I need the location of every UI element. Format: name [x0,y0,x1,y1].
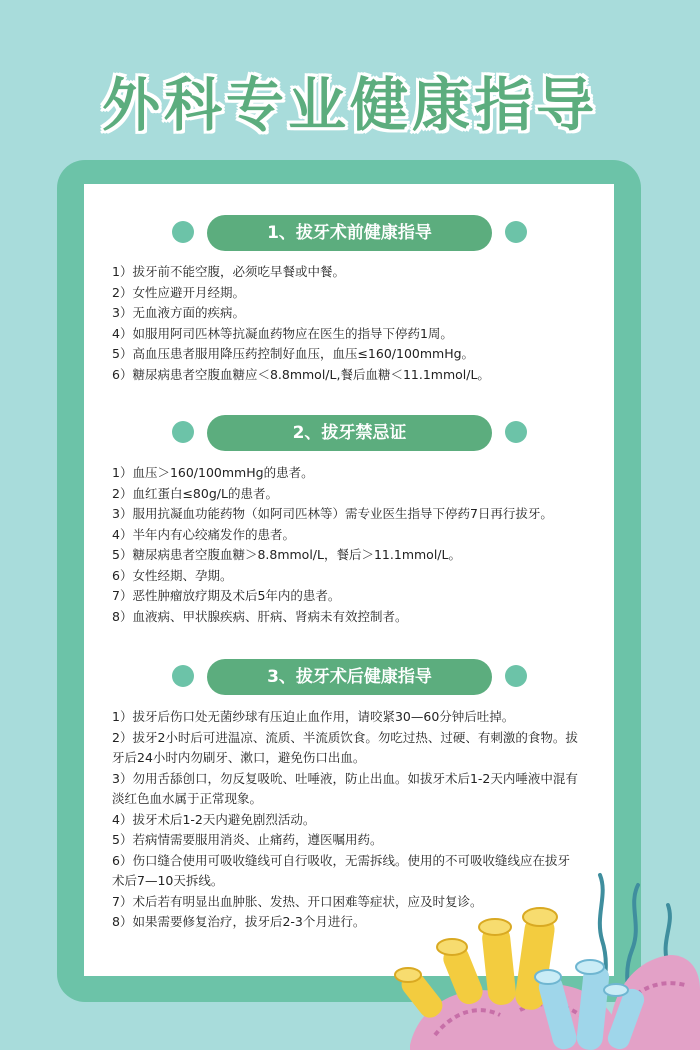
list-item: 3）无血液方面的疾病。 [112,305,245,320]
list-item: 1）拔牙后伤口处无菌纱球有压迫止血作用，请咬紧30—60分钟后吐掉。 [112,709,515,724]
page-title: 外科专业健康指导 [101,71,598,139]
list-contraindications [112,463,582,627]
list-item: 6）伤口缝合使用可吸收缝线可自行吸收，无需拆线。使用的不可吸收缝线应在拔牙术后7—10天拆线。 [112,852,570,888]
content-card [84,184,614,976]
list-item: 1）血压＞160/100mmHg的患者。 [112,465,314,480]
decor-dot-right [505,421,527,443]
list-item: 8）如果需要修复治疗，拔牙后2-3个月进行。 [112,914,366,929]
section-header-contraindications [84,415,614,451]
list-item: 6）女性经期、孕期。 [112,567,233,583]
list-item: 4）拔牙术后1-2天内避免剧烈活动。 [112,811,316,827]
list-item: 3）勿用舌舔创口，勿反复吸吮、吐唾液，防止出血。如拔牙术后1-2天内唾液中混有淡红色血水属于正常现象。 [112,770,578,806]
list-item: 4）如服用阿司匹林等抗凝血药物应在医生的指导下停药1周。 [112,325,453,341]
list-item: 2）拔牙2小时后可进温凉、流质、半流质饮食。勿吃过热、过硬、有刺激的食物。拔牙后24小时内勿刷牙、漱口，避免伤口出血。 [112,729,578,765]
decor-dot-left [172,665,194,687]
section-header-pre-extraction [84,215,614,251]
list-item: 8）血液病、甲状腺疾病、肝病、肾病未有效控制者。 [112,608,408,624]
list-item: 4）半年内有心绞痛发作的患者。 [112,526,295,542]
section-title-pre-extraction: 1、拔牙术前健康指导 [207,215,492,251]
list-item: 3）服用抗凝血功能药物（如阿司匹林等）需专业医生指导下停药7日再行拔牙。 [112,506,553,521]
list-item: 5）糖尿病患者空腹血糖＞8.8mmol/L，餐后＞11.1mmol/L。 [112,547,461,562]
list-item: 5）若病情需要服用消炎、止痛药，遵医嘱用药。 [112,832,383,847]
list-item: 1）拔牙前不能空腹，必须吃早餐或中餐。 [112,264,345,279]
list-item: 5）高血压患者服用降压药控制好血压，血压≤160/100mmHg。 [112,346,475,361]
list-item: 2）血红蛋白≤80g/L的患者。 [112,485,278,501]
list-item: 6）糖尿病患者空腹血糖应＜8.8mmol/L,餐后血糖＜11.1mmol/L。 [112,366,490,382]
decor-dot-right [505,665,527,687]
decor-dot-left [172,221,194,243]
decor-dot-left [172,421,194,443]
coral-reef-illustration [380,870,700,1050]
section-title-contraindications: 2、拔牙禁忌证 [207,415,492,451]
list-item: 7）术后若有明显出血肿胀、发热、开口困难等症状，应及时复诊。 [112,893,483,909]
decor-dot-right [505,221,527,243]
section-title-post-extraction: 3、拔牙术后健康指导 [207,659,492,695]
list-item: 7）恶性肿瘤放疗期及术后5年内的患者。 [112,588,341,603]
section-header-post-extraction [84,659,614,695]
list-item: 2）女性应避开月经期。 [112,284,245,300]
list-pre-extraction [112,262,582,385]
